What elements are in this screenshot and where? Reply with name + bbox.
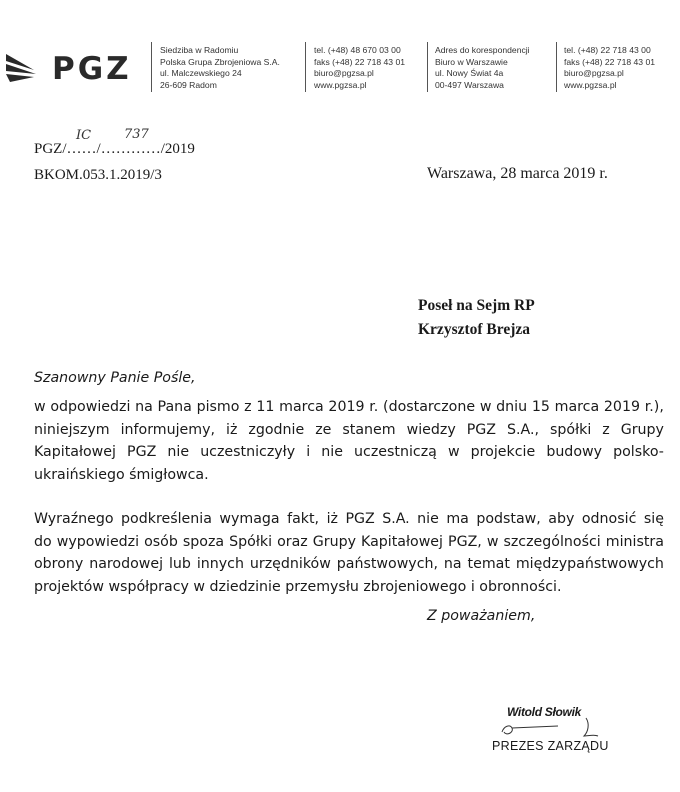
letter-date: Warszawa, 28 marca 2019 r. — [427, 165, 608, 182]
letterhead-divider — [151, 42, 152, 92]
reference-number: PGZ/……/…………/2019 — [34, 141, 195, 157]
signature-scribble — [498, 714, 608, 740]
letterhead-divider — [427, 42, 428, 92]
hq-address: Siedziba w Radomiu Polska Grupa Zbrojeniowa S.A. ul. Malczewskiego 24 26-609 Radom — [160, 45, 280, 90]
paragraph-line: do wypowiedzi osób spoza Spółki oraz Grupy Kapitałowej PGZ, w szczególności ministra — [34, 533, 664, 550]
paragraph-line: niniejszym informujemy, iż zgodnie ze stanem wiedzy PGZ S.A., spółki z Grupy — [34, 421, 664, 438]
paragraph — [34, 508, 664, 598]
hq-contact: tel. (+48) 48 670 03 00 faks (+48) 22 718 43 01 biuro@pgzsa.pl www.pgzsa.pl — [314, 45, 406, 90]
handwritten-reference: 737 — [124, 127, 149, 142]
case-number: BKOM.053.1.2019/3 — [34, 167, 162, 183]
handwritten-reference: IC — [76, 128, 92, 143]
closing: Z poważaniem, — [427, 608, 536, 624]
salutation: Szanowny Panie Pośle, — [34, 370, 196, 386]
paragraph-line: projektów współpracy w dziedzinie przemysłu zbrojeniowego i obronności. — [34, 578, 562, 595]
paragraph-line: Wyraźnego podkreślenia wymaga fakt, iż PGZ S.A. nie ma podstaw, aby odnosić się — [34, 511, 664, 527]
paragraph-line: Kapitałowej PGZ nie uczestniczyły i nie uczestniczą w projekcie budowy polsko- — [34, 444, 664, 460]
letterhead-divider — [305, 42, 306, 92]
paragraph-line: obrony narodowej lub innych urzędników państwowych, na temat międzypaństwowych — [34, 556, 664, 572]
pgz-logo-text: PGZ — [52, 51, 132, 87]
correspondence-contact: tel. (+48) 22 718 43 00 faks (+48) 22 718 43 01 biuro@pgzsa.pl www.pgzsa.pl — [564, 45, 656, 90]
paragraph — [34, 396, 664, 486]
paragraph-line: w odpowiedzi na Pana pismo z 11 marca 2019 r. (dostarczone w dniu 15 marca 2019 r.), — [34, 399, 664, 415]
signer-name: Witold Słowik — [507, 705, 581, 719]
letterhead-divider — [556, 42, 557, 92]
signer-title: PREZES ZARZĄDU — [492, 739, 609, 753]
correspondence-address: Adres do korespondencji Biuro w Warszawie ul. Nowy Świat 4a 00-497 Warszawa — [435, 45, 530, 90]
paragraph-line: ukraińskiego śmigłowca. — [34, 466, 209, 483]
addressee: Poseł na Sejm RP Krzysztof Brejza — [418, 297, 535, 338]
pgz-logo-icon — [4, 48, 44, 88]
